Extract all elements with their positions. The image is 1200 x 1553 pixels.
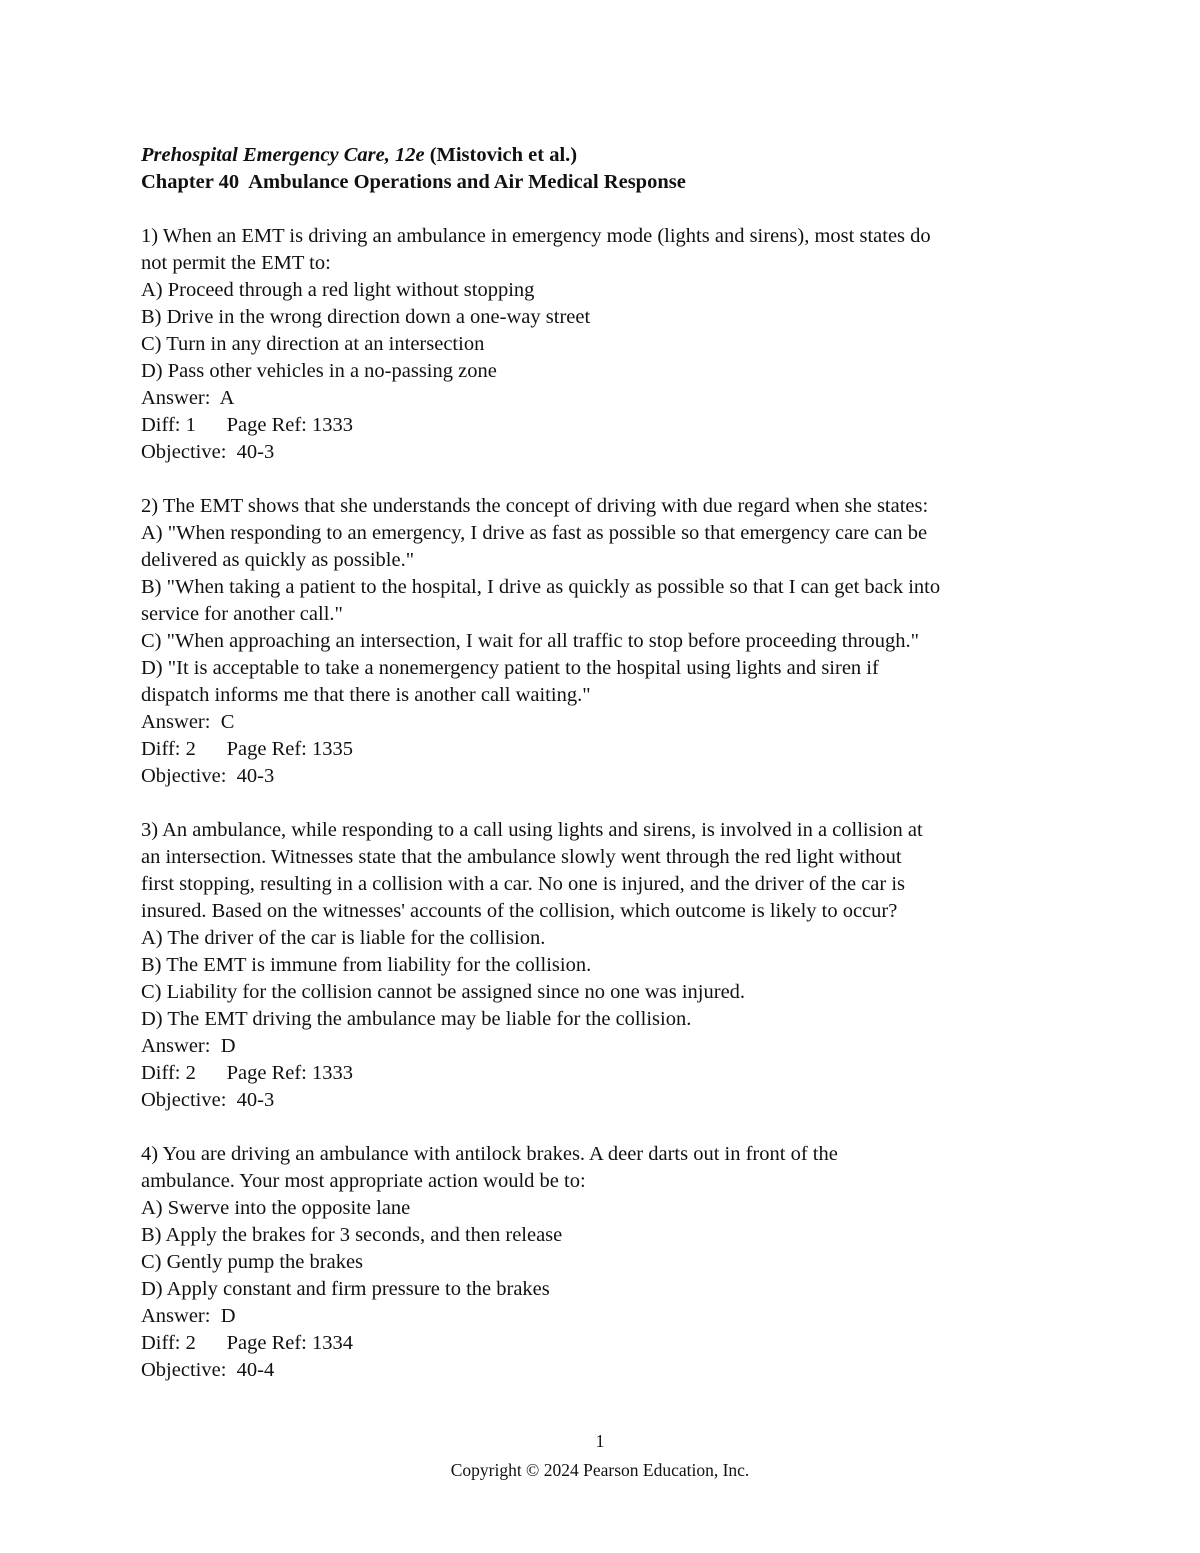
copyright-notice: Copyright © 2024 Pearson Education, Inc. (450, 1460, 750, 1480)
answer-option: D) Pass other vehicles in a no-passing zone (141, 360, 497, 382)
answer-option: D) Apply constant and firm pressure to the brakes (141, 1278, 550, 1300)
answer-key: Answer: D (141, 1305, 236, 1327)
answer-option: B) Apply the brakes for 3 seconds, and then release (141, 1224, 563, 1246)
answer-option: B) "When taking a patient to the hospital, I drive as quickly as possible so that I can get back into (141, 576, 941, 598)
question-block (141, 493, 1071, 790)
question-stem-line: 3) An ambulance, while responding to a call using lights and sirens, is involved in a collision at (141, 819, 923, 841)
question-stem-line: 2) The EMT shows that she understands the concept of driving with due regard when she states: (141, 495, 929, 517)
answer-option: D) "It is acceptable to take a nonemergency patient to the hospital using lights and siren if (141, 657, 879, 679)
objective: Objective: 40-3 (141, 1089, 275, 1111)
spacer (141, 466, 1071, 493)
spacer (141, 790, 1071, 817)
answer-key: Answer: D (141, 1035, 236, 1057)
answer-option: dispatch informs me that there is another call waiting." (141, 684, 591, 706)
answer-option: C) Gently pump the brakes (141, 1251, 364, 1273)
answer-key: Answer: C (141, 711, 235, 733)
page-content (141, 142, 1071, 1384)
book-title: Prehospital Emergency Care, 12e (141, 144, 425, 166)
question-stem-line: 4) You are driving an ambulance with antilock brakes. A deer darts out in front of the (141, 1143, 838, 1165)
answer-option: A) Swerve into the opposite lane (141, 1197, 411, 1219)
answer-option: A) "When responding to an emergency, I drive as fast as possible so that emergency care can be (141, 522, 928, 544)
answer-option: A) The driver of the car is liable for the collision. (141, 927, 546, 949)
difficulty-page-ref: Diff: 2 Page Ref: 1334 (141, 1332, 353, 1354)
answer-option: service for another call." (141, 603, 343, 625)
question-block (141, 817, 1071, 1114)
question-stem-line: insured. Based on the witnesses' accounts of the collision, which outcome is likely to occur? (141, 900, 898, 922)
question-block (141, 1141, 1071, 1384)
difficulty-page-ref: Diff: 1 Page Ref: 1333 (141, 414, 353, 436)
question-list (141, 223, 1071, 1384)
book-authors: (Mistovich et al.) (429, 144, 578, 166)
answer-option: delivered as quickly as possible." (141, 549, 415, 571)
question-stem-line: 1) When an EMT is driving an ambulance in emergency mode (lights and sirens), most states do (141, 225, 931, 247)
answer-option: C) Liability for the collision cannot be assigned since no one was injured. (141, 981, 746, 1003)
objective: Objective: 40-3 (141, 765, 275, 787)
answer-option: C) "When approaching an intersection, I wait for all traffic to stop before proceeding through." (141, 630, 920, 652)
question-stem-line: not permit the EMT to: (141, 252, 331, 274)
question-stem-line: ambulance. Your most appropriate action would be to: (141, 1170, 586, 1192)
spacer (141, 196, 1071, 223)
objective: Objective: 40-4 (141, 1359, 275, 1381)
answer-option: B) The EMT is immune from liability for the collision. (141, 954, 592, 976)
difficulty-page-ref: Diff: 2 Page Ref: 1333 (141, 1062, 353, 1084)
difficulty-page-ref: Diff: 2 Page Ref: 1335 (141, 738, 353, 760)
answer-key: Answer: A (141, 387, 235, 409)
answer-option: A) Proceed through a red light without stopping (141, 279, 535, 301)
book-header (141, 142, 1071, 169)
objective: Objective: 40-3 (141, 441, 275, 463)
answer-option: C) Turn in any direction at an intersection (141, 333, 485, 355)
question-stem-line: an intersection. Witnesses state that the ambulance slowly went through the red light without (141, 846, 902, 868)
answer-option: D) The EMT driving the ambulance may be liable for the collision. (141, 1008, 692, 1030)
answer-option: B) Drive in the wrong direction down a one-way street (141, 306, 591, 328)
question-block (141, 223, 1071, 466)
chapter-title: Chapter 40 Ambulance Operations and Air Medical Response (141, 171, 686, 193)
question-stem-line: first stopping, resulting in a collision with a car. No one is injured, and the driver of the car is (141, 873, 906, 895)
page-number: 1 (595, 1431, 605, 1451)
spacer (141, 1114, 1071, 1141)
